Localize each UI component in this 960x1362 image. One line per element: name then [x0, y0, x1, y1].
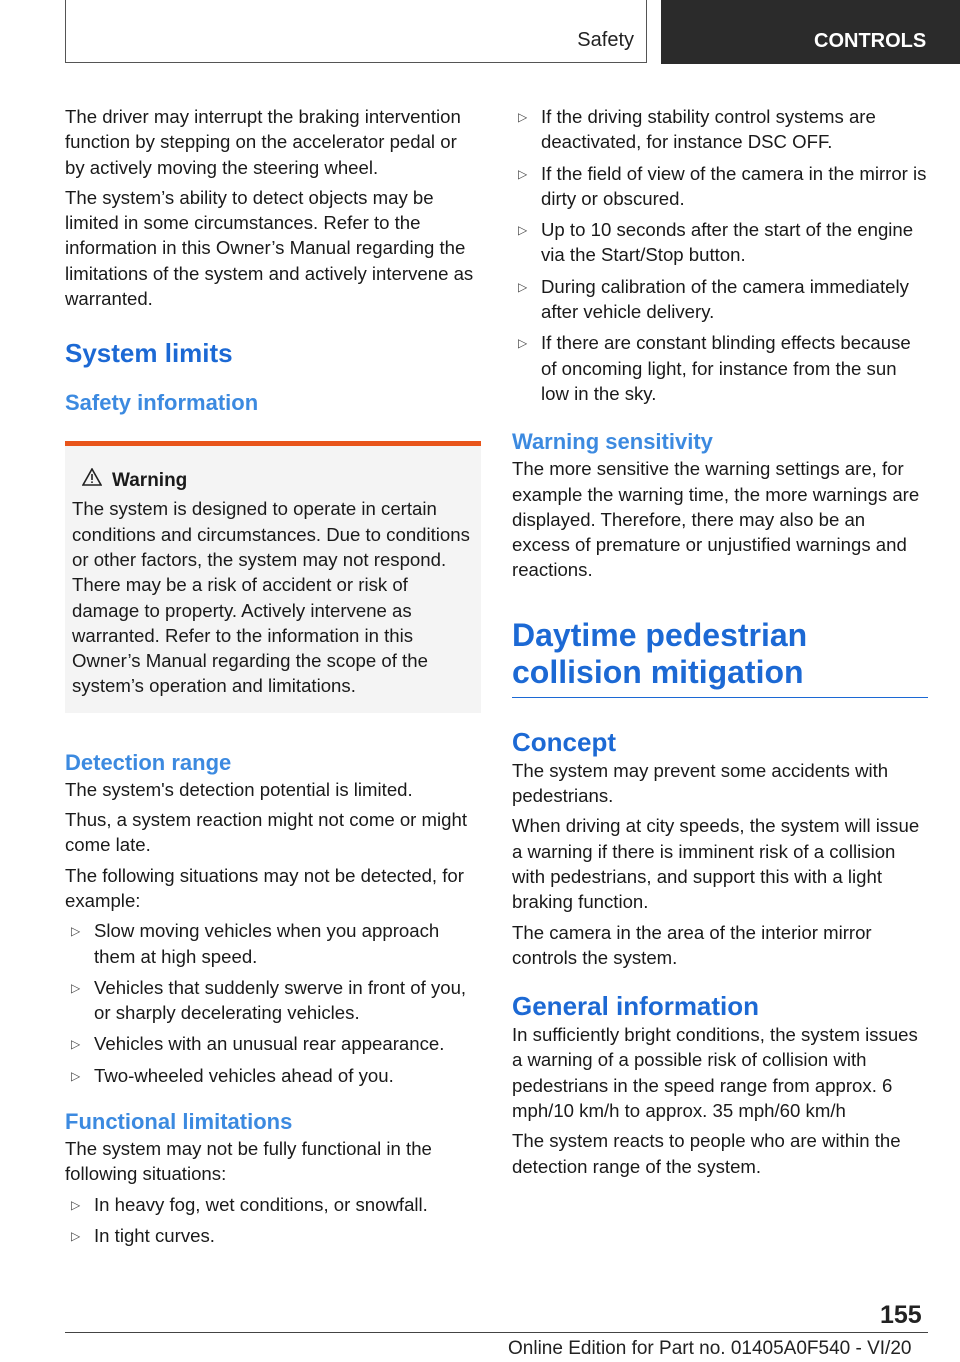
footer-divider — [65, 1332, 928, 1333]
bullet-triangle-icon: ▷ — [518, 336, 528, 351]
bullet-triangle-icon: ▷ — [518, 223, 528, 238]
detection-list — [65, 918, 481, 1088]
list-item: ▷ Two-wheeled vehicles ahead of you. — [65, 1063, 481, 1088]
heading-functional-limitations: Functional limitations — [65, 1109, 293, 1135]
limitations-list-continued — [512, 104, 928, 406]
left-column — [65, 104, 481, 1254]
bullet-triangle-icon: ▷ — [71, 1068, 81, 1083]
detection-paragraph: Thus, a system reaction might not come or might come late. — [65, 809, 467, 856]
chapter-title-block — [512, 617, 928, 698]
list-item: ▷ During calibration of the camera immediately after vehicle delivery. — [518, 275, 909, 323]
bullet-triangle-icon: ▷ — [518, 166, 528, 181]
warning-text: The system is designed to operate in certain conditions and circumstances. Due to conditions or other factors, the system may not respond. There may be a risk of accident or risk of damage to property. Actively intervene as warranted. Refer to the information in this Owner’s Manual regarding the scope of the system’s operation and limitations. — [72, 498, 470, 697]
page-number: 155 — [880, 1301, 922, 1329]
heading-concept: Concept — [512, 726, 616, 757]
general-paragraph: In sufficiently bright conditions, the system issues a warning of a possible risk of collision with pedestrians in the speed range from approx. 6 mph/10 km/h to approx. 35 mph/60 km/h — [512, 1024, 918, 1122]
heading-general-information: General information — [512, 991, 760, 1022]
heading-detection-range: Detection range — [65, 749, 232, 775]
chapter-title-line-1: Daytime pedestrian — [512, 616, 808, 653]
list-item: ▷ Vehicles that suddenly swerve in front of you, or sharply decelerating vehicles. — [71, 976, 467, 1024]
general-paragraph: The system reacts to people who are within the detection range of the system. — [512, 1130, 901, 1177]
list-item: ▷ If there are constant blinding effects because of oncoming light, for instance from the sun low in the sky. — [518, 332, 911, 404]
warning-triangle-icon — [82, 468, 102, 492]
bullet-triangle-icon: ▷ — [71, 1197, 81, 1212]
intro-paragraph: The system’s ability to detect objects may be limited in some circumstances. Refer to the information in this Owner’s Manual regarding the limitations of the system and actively intervene as warranted. — [65, 186, 474, 310]
header-chapter-tab — [661, 0, 960, 64]
functional-paragraph: The system may not be fully functional in the following situations: — [65, 1138, 432, 1185]
bullet-triangle-icon: ▷ — [71, 1228, 81, 1243]
list-item: ▷ If the driving stability control systems are deactivated, for instance DSC OFF. — [518, 106, 876, 153]
intro-paragraph: The driver may interrupt the braking intervention function by stepping on the accelerator pedal or by actively moving the steering wheel. — [65, 106, 461, 178]
header-chapter-label: CONTROLS — [814, 30, 927, 52]
header-frame — [65, 0, 647, 63]
concept-paragraph: The camera in the area of the interior mirror controls the system. — [512, 921, 872, 968]
bullet-triangle-icon: ▷ — [71, 980, 81, 995]
heading-system-limits: System limits — [65, 338, 233, 369]
chapter-title-line-2: collision mitigation — [512, 653, 804, 690]
bullet-triangle-icon: ▷ — [518, 110, 528, 124]
concept-paragraph: When driving at city speeds, the system will issue a warning if there is imminent risk of a collision with pedestrians, and support this with a light braking function. — [512, 815, 920, 913]
bullet-triangle-icon: ▷ — [518, 279, 528, 294]
list-item: ▷ If the field of view of the camera in the mirror is dirty or obscured. — [518, 162, 927, 209]
header-section-title: Safety — [577, 29, 634, 51]
list-item: ▷ Up to 10 seconds after the start of the engine via the Start/Stop button. — [518, 219, 914, 266]
detection-paragraph: The following situations may not be detected, for example: — [65, 864, 464, 911]
list-item: ▷ In heavy fog, wet conditions, or snowfall. — [65, 1192, 481, 1217]
heading-safety-information: Safety information — [65, 390, 259, 416]
warning-title-label: Warning — [112, 470, 188, 492]
list-item: ▷ In tight curves. — [65, 1223, 481, 1248]
list-item: ▷ Slow moving vehicles when you approach them at high speed. — [71, 920, 440, 967]
detection-paragraph: The system's detection potential is limited. — [65, 778, 413, 800]
sensitivity-paragraph: The more sensitive the warning settings are, for example the warning time, the more warnings are displayed. Therefore, there may also be an excess of premature or unjustified warnings and reactions. — [512, 458, 920, 581]
concept-paragraph: The system may prevent some accidents with pedestrians. — [512, 759, 889, 807]
footer-edition: Online Edition for Part no. 01405A0F540 - VI/20 — [508, 1338, 912, 1359]
right-column — [512, 104, 928, 1184]
warning-title — [72, 468, 474, 492]
bullet-triangle-icon: ▷ — [71, 924, 81, 939]
bullet-triangle-icon: ▷ — [71, 1037, 81, 1052]
heading-warning-sensitivity: Warning sensitivity — [512, 429, 713, 455]
list-item: ▷ Vehicles with an unusual rear appearance. — [65, 1031, 481, 1056]
warning-box — [65, 441, 481, 712]
functional-list — [65, 1192, 481, 1249]
